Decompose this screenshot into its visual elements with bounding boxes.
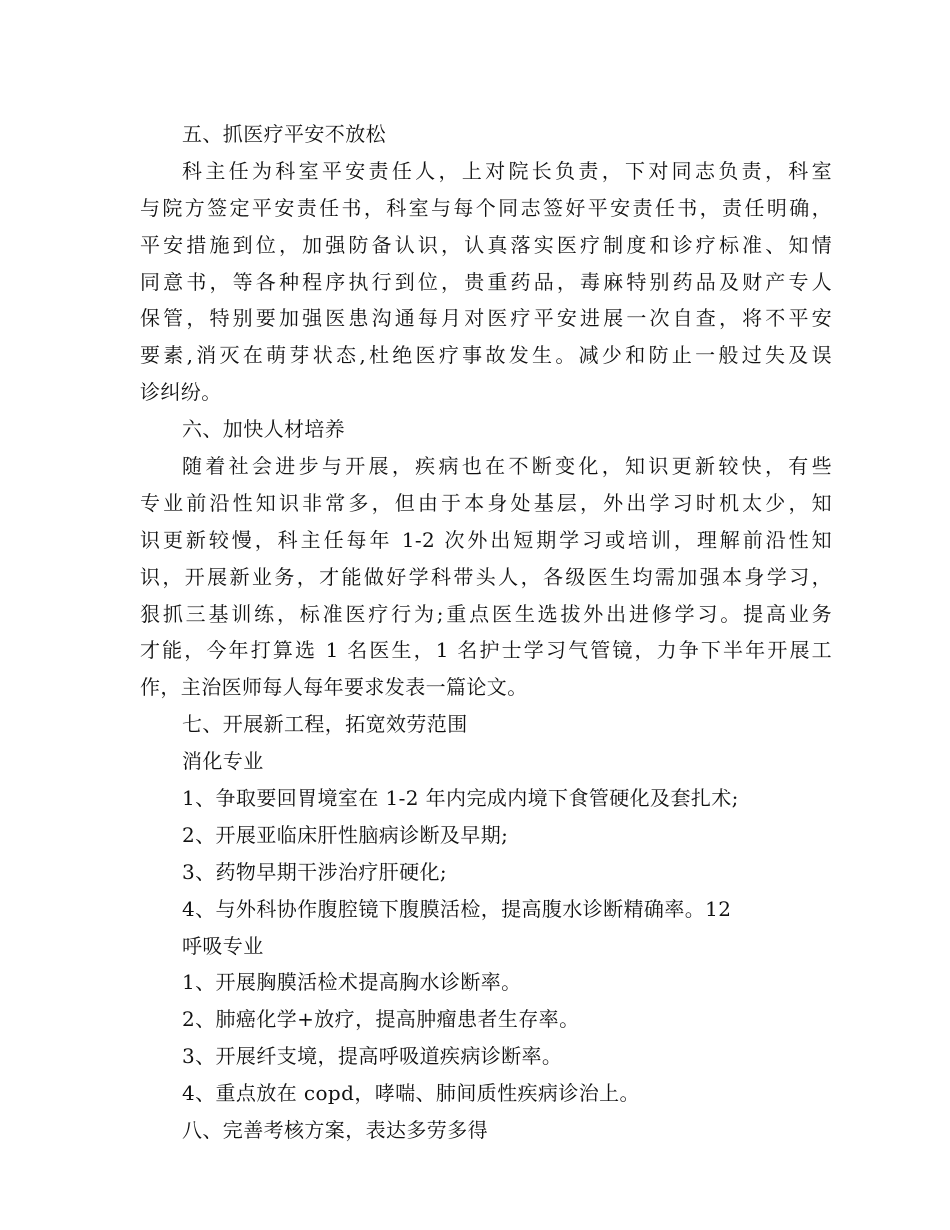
list-item: 2、开展亚临床肝性脑病诊断及早期; xyxy=(182,822,509,847)
paragraph-line: 作，主治医师每人每年要求发表一篇论文。 xyxy=(140,675,528,700)
paragraph-line: 专业前沿性知识非常多，但由于本身处基层，外出学习时机太少，知 xyxy=(140,490,832,515)
paragraph-line: 科主任为科室平安责任人，上对院长负责，下对同志负责，科室 xyxy=(182,158,832,183)
list-item: 1、开展胸膜活检术提高胸水诊断率。 xyxy=(182,970,522,995)
paragraph-line: 与院方签定平安责任书，科室与每个同志签好平安责任书，责任明确， xyxy=(140,195,832,220)
paragraph-line: 才能，今年打算选 1 名医生，1 名护士学习气管镜，力争下半年开展工 xyxy=(140,638,832,663)
list-item: 4、与外科协作腹腔镜下腹膜活检，提高腹水诊断精确率。12 xyxy=(182,896,732,921)
list-item: 2、肺癌化学+放疗，提高肿瘤患者生存率。 xyxy=(182,1007,580,1032)
paragraph-line: 保管，特别要加强医患沟通每月对医疗平安进展一次自查，将不平安 xyxy=(140,306,832,331)
section-heading-5: 五、抓医疗平安不放松 xyxy=(182,122,386,146)
section-heading-7: 七、开展新工程，拓宽效劳范围 xyxy=(182,712,468,737)
subsection-title-respiratory: 呼吸专业 xyxy=(182,933,264,958)
subsection-title-digestive: 消化专业 xyxy=(182,749,264,774)
section-heading-6: 六、加快人材培养 xyxy=(182,417,346,442)
paragraph-line: 识，开展新业务，才能做好学科带头人，各级医生均需加强本身学习， xyxy=(140,564,832,589)
paragraph-line: 同意书，等各种程序执行到位，贵重药品，毒麻特别药品及财产专人 xyxy=(140,269,832,294)
paragraph-line: 平安措施到位，加强防备认识，认真落实医疗制度和诊疗标准、知情 xyxy=(140,232,832,257)
paragraph-line: 识更新较慢，科主任每年 1-2 次外出短期学习或培训，理解前沿性知 xyxy=(140,527,832,552)
list-item: 3、药物早期干涉治疗肝硬化; xyxy=(182,859,448,884)
document-body xyxy=(140,116,832,1149)
paragraph-line: 狠抓三基训练，标准医疗行为;重点医生选拔外出进修学习。提高业务 xyxy=(140,601,832,626)
paragraph-line: 随着社会进步与开展，疾病也在不断变化，知识更新较快，有些 xyxy=(182,454,832,479)
list-item: 3、开展纤支境，提高呼吸道疾病诊断率。 xyxy=(182,1044,563,1069)
paragraph-line: 要素,消灭在萌芽状态,杜绝医疗事故发生。减少和防止一般过失及误 xyxy=(140,343,832,368)
list-item: 1、争取要回胃境室在 1-2 年内完成内境下食管硬化及套扎术; xyxy=(182,786,739,811)
section-heading-8: 八、完善考核方案，表达多劳多得 xyxy=(182,1118,488,1143)
list-item: 4、重点放在 copd，哮喘、肺间质性疾病诊治上。 xyxy=(182,1081,640,1106)
paragraph-line: 诊纠纷。 xyxy=(140,380,222,405)
